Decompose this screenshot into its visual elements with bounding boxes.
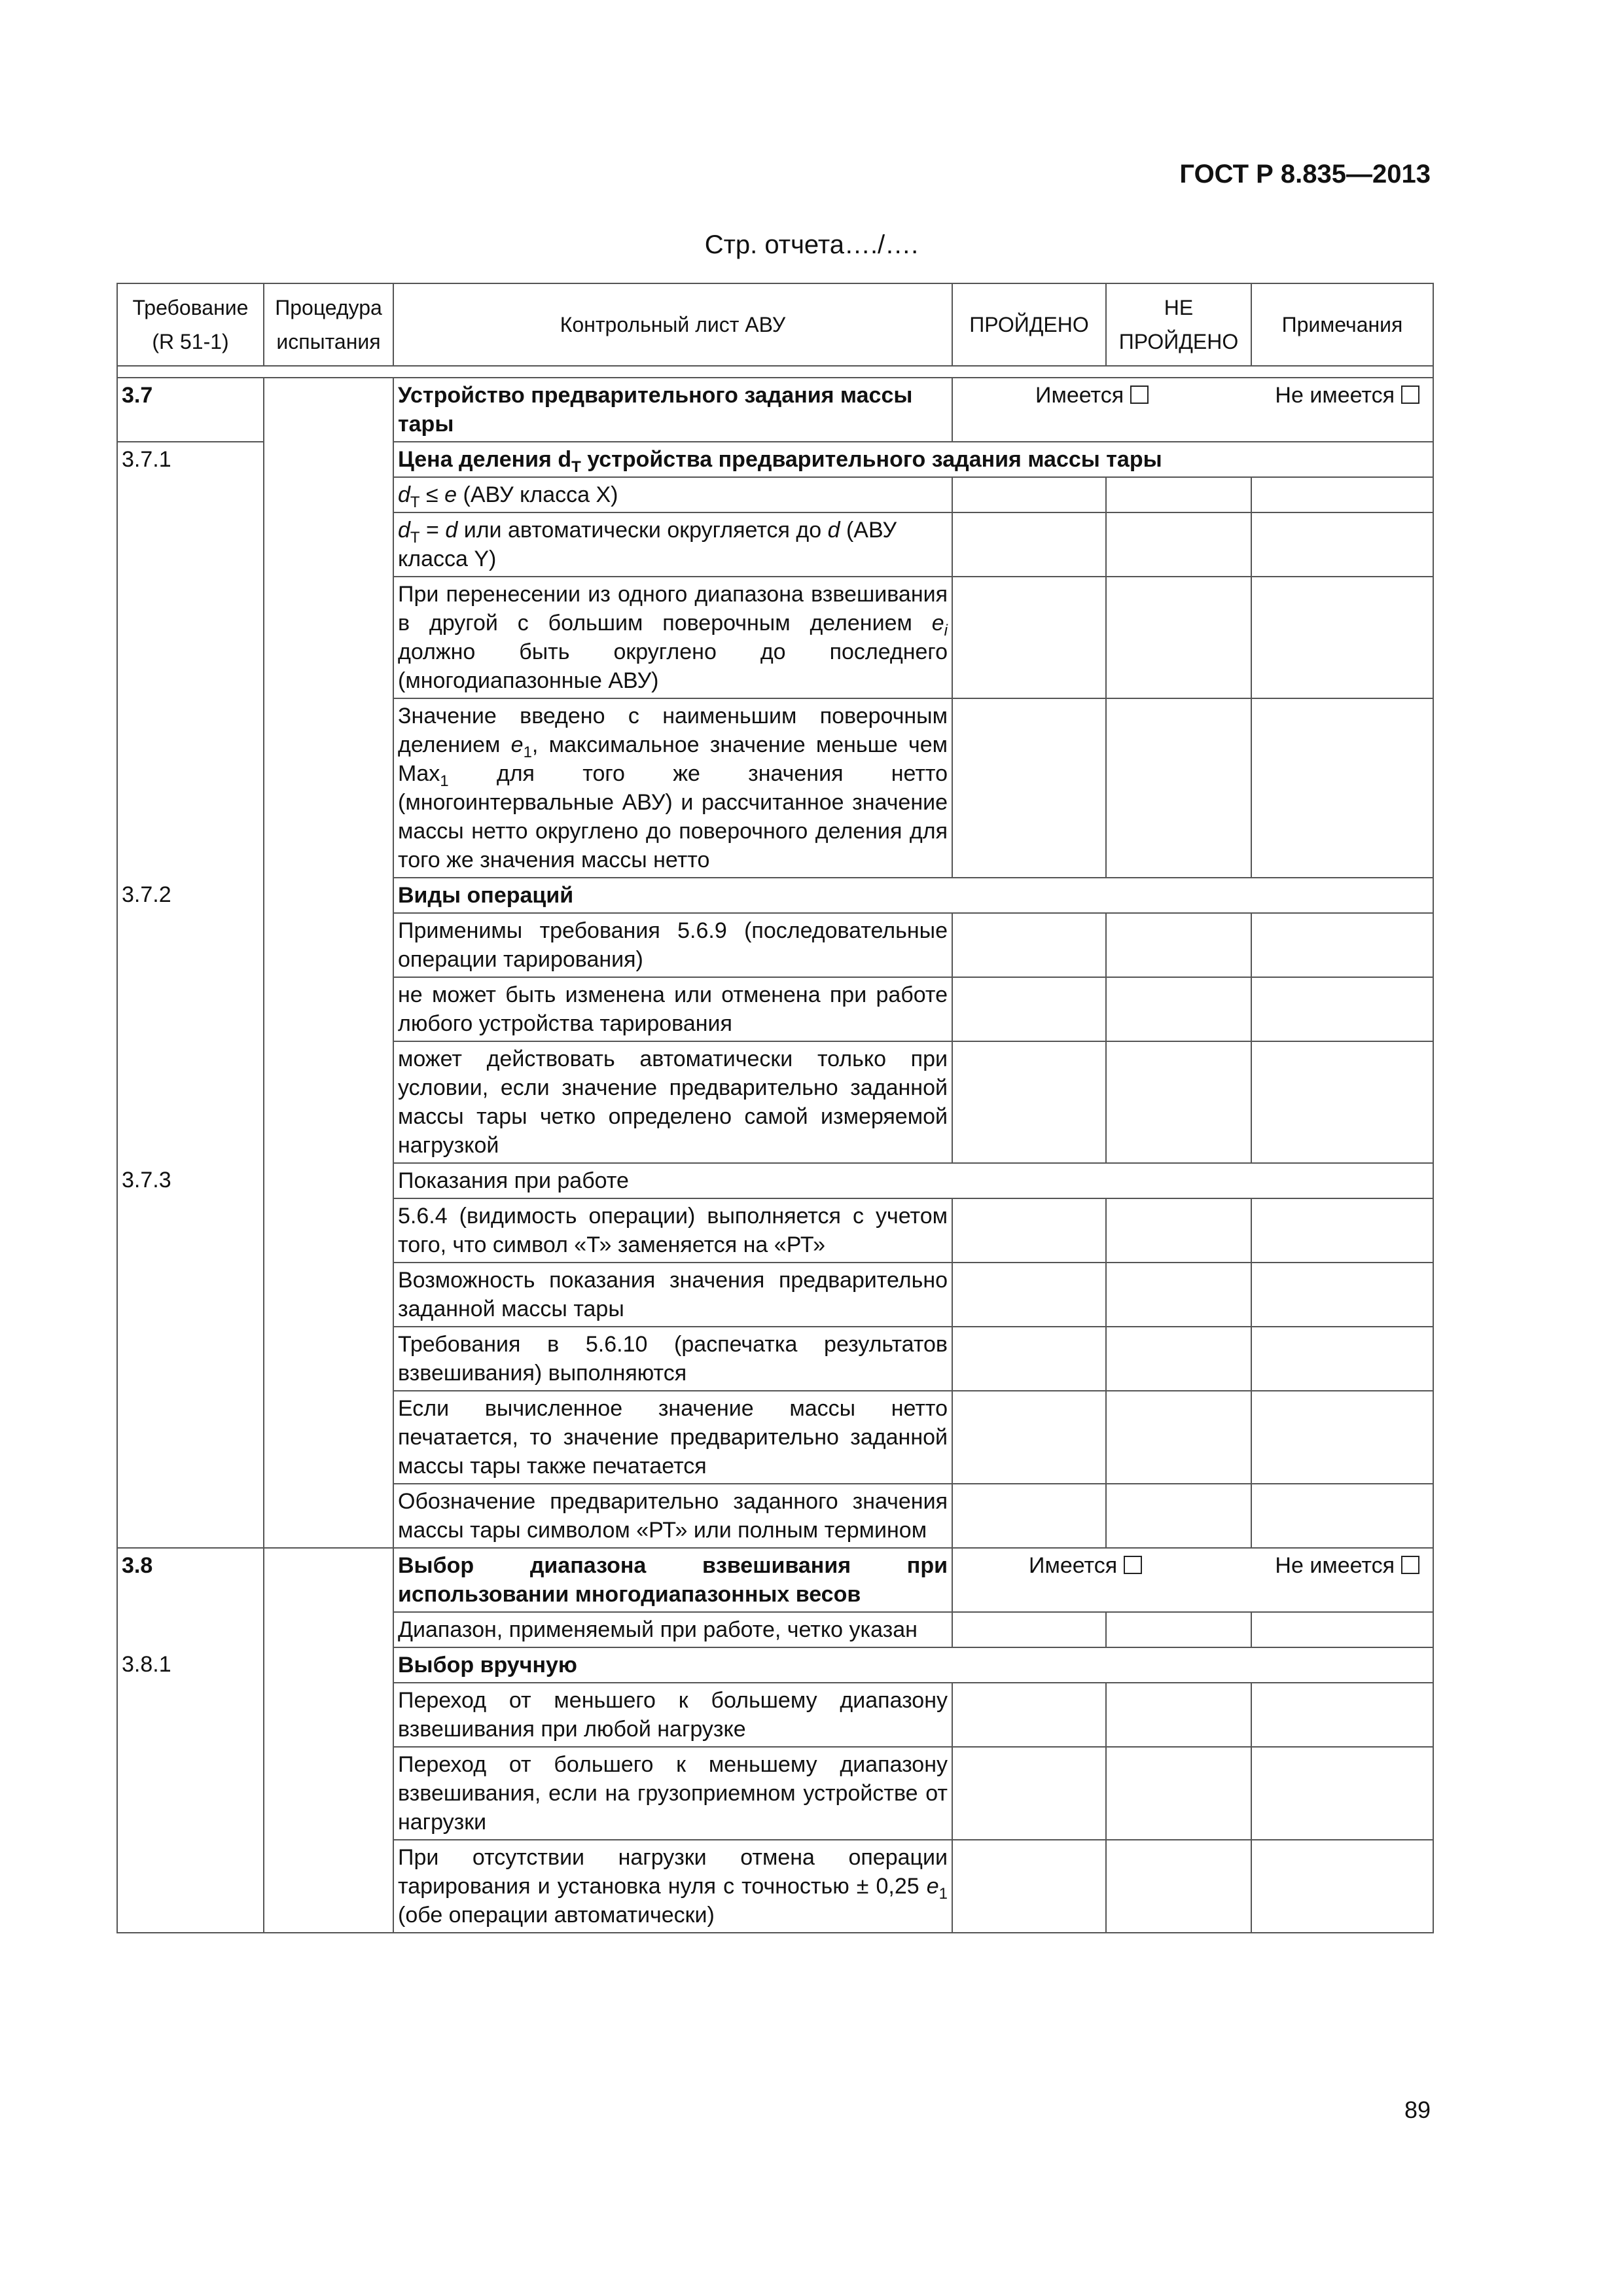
requirement-cell <box>117 1327 264 1391</box>
requirement-number: 3.7.3 <box>117 1163 264 1198</box>
col-checklist: Контрольный лист АВУ <box>393 283 952 366</box>
has-not-checkbox-icon[interactable] <box>1401 386 1419 404</box>
procedure-cell <box>264 1747 393 1840</box>
table-row <box>117 1263 1433 1327</box>
notes-cell[interactable] <box>1251 913 1433 977</box>
table-row <box>117 442 1433 477</box>
failed-cell[interactable] <box>1106 1840 1251 1933</box>
requirement-cell <box>117 1612 264 1647</box>
notes-cell[interactable] <box>1251 1484 1433 1548</box>
procedure-cell <box>264 1647 393 1683</box>
table-row <box>117 878 1433 913</box>
notes-cell[interactable] <box>1251 1198 1433 1263</box>
checklist-item: Обозначение предварительно заданного значения массы тары символом «РТ» или полным термином <box>393 1484 952 1548</box>
notes-cell[interactable] <box>1251 977 1433 1041</box>
notes-cell[interactable] <box>1251 512 1433 577</box>
passed-cell[interactable] <box>952 1612 1106 1647</box>
table-row <box>117 1840 1433 1933</box>
table-row <box>117 1683 1433 1747</box>
header-separator <box>117 366 1433 378</box>
checklist-item: Применимы требования 5.6.9 (последовательные операции тарирования) <box>393 913 952 977</box>
failed-cell[interactable] <box>1106 1263 1251 1327</box>
checklist-item: Если вычисленное значение массы нетто печатается, то значение предварительно заданной массы тары также печатается <box>393 1391 952 1484</box>
requirement-cell <box>117 1198 264 1263</box>
passed-cell[interactable] <box>952 1263 1106 1327</box>
document-code: ГОСТ Р 8.835—2013 <box>1179 160 1431 188</box>
failed-cell[interactable] <box>1106 577 1251 698</box>
requirement-cell <box>117 977 264 1041</box>
passed-cell[interactable] <box>952 477 1106 512</box>
notes-cell[interactable] <box>1251 1391 1433 1484</box>
section-title: Цена деления $d_T$ устройства предварительного задания массы тары <box>393 442 1433 477</box>
procedure-cell <box>264 878 393 913</box>
table-row <box>117 1548 1433 1612</box>
table-row <box>117 577 1433 698</box>
checklist-item: Переход от меньшего к большему диапазону взвешивания при любой нагрузке <box>393 1683 952 1747</box>
has-checkbox-icon[interactable] <box>1124 1556 1142 1574</box>
procedure-cell <box>264 1041 393 1163</box>
section-title: Виды операций <box>393 878 1433 913</box>
procedure-cell <box>264 442 393 477</box>
failed-cell[interactable] <box>1106 1327 1251 1391</box>
table-row <box>117 913 1433 977</box>
table-row <box>117 1198 1433 1263</box>
checklist-item: Значение введено с наименьшим поверочным делением $e_1$, максимальное значение меньше чем Max$_1$ для того же значения нетто (многоинтервальные АВУ) и рассчитанное значение массы нетто округлено до поверочного деления для того же значения массы нетто <box>393 698 952 878</box>
checklist-item: не может быть изменена или отменена при работе любого устройства тарирования <box>393 977 952 1041</box>
requirement-number: 3.8 <box>117 1548 264 1612</box>
table-row <box>117 1647 1433 1683</box>
checklist-item: Выбор диапазона взвешивания при использовании многодиапазонных весов <box>393 1548 952 1612</box>
section-title: Показания при работе <box>393 1163 1433 1198</box>
requirement-cell <box>117 1041 264 1163</box>
notes-cell[interactable] <box>1251 577 1433 698</box>
checklist-item: $d_T = d$ или автоматически округляется до d (АВУ класса Y) <box>393 512 952 577</box>
passed-cell[interactable] <box>952 577 1106 698</box>
failed-cell[interactable] <box>1106 1484 1251 1548</box>
failed-cell[interactable] <box>1106 1683 1251 1747</box>
has-not-checkbox-icon[interactable] <box>1401 1556 1419 1574</box>
procedure-cell <box>264 913 393 977</box>
requirement-cell <box>117 477 264 512</box>
procedure-cell <box>264 1263 393 1327</box>
page-number: 89 <box>1404 2096 1431 2123</box>
checklist-item: Возможность показания значения предварительно заданной массы тары <box>393 1263 952 1327</box>
table-row <box>117 1391 1433 1484</box>
passed-cell[interactable] <box>952 1041 1106 1163</box>
header-row <box>117 283 1433 366</box>
requirement-cell <box>117 1391 264 1484</box>
requirement-cell <box>117 1683 264 1747</box>
procedure-cell <box>264 1391 393 1484</box>
requirement-cell <box>117 1840 264 1933</box>
requirement-number: 3.7.1 <box>117 442 264 477</box>
passed-cell[interactable] <box>952 1198 1106 1263</box>
failed-cell[interactable] <box>1106 1391 1251 1484</box>
checklist-item: может действовать автоматически только при условии, если значение предварительно заданной массы тары четко определено самой измеряемой нагрузкой <box>393 1041 952 1163</box>
report-page-label: Стр. отчета…./…. <box>704 230 919 259</box>
procedure-cell <box>264 1198 393 1263</box>
passed-cell[interactable] <box>952 977 1106 1041</box>
notes-cell[interactable] <box>1251 1263 1433 1327</box>
requirement-cell <box>117 698 264 878</box>
table-row <box>117 977 1433 1041</box>
requirement-cell <box>117 1263 264 1327</box>
col-requirement: Требование (R 51-1) <box>117 283 264 366</box>
has-option[interactable]: Имеется <box>1035 381 1149 410</box>
col-procedure: Процедура испытания <box>264 283 393 366</box>
notes-cell[interactable] <box>1251 1683 1433 1747</box>
failed-cell[interactable] <box>1106 1198 1251 1263</box>
procedure-cell <box>264 977 393 1041</box>
passed-cell[interactable] <box>952 1484 1106 1548</box>
passed-cell[interactable] <box>952 1683 1106 1747</box>
procedure-cell <box>264 1548 393 1612</box>
passed-cell[interactable] <box>952 913 1106 977</box>
failed-cell[interactable] <box>1106 913 1251 977</box>
checklist-item: Диапазон, применяемый при работе, четко указан <box>393 1612 952 1647</box>
procedure-cell <box>264 698 393 878</box>
requirement-number: 3.8.1 <box>117 1647 264 1683</box>
requirement-number: 3.7.2 <box>117 878 264 913</box>
passed-cell[interactable] <box>952 1747 1106 1840</box>
notes-cell[interactable] <box>1251 1041 1433 1163</box>
failed-cell[interactable] <box>1106 477 1251 512</box>
requirement-cell <box>117 512 264 577</box>
table-row <box>117 1747 1433 1840</box>
passed-cell[interactable] <box>952 698 1106 878</box>
table-row <box>117 477 1433 512</box>
procedure-cell <box>264 1327 393 1391</box>
checklist-item: Переход от большего к меньшему диапазону взвешивания, если на грузоприемном устройстве от нагрузки <box>393 1747 952 1840</box>
checklist-item: При отсутствии нагрузки отмена операции тарирования и установка нуля с точностью ± 0,25 $e_1$ (обе операции автоматически) <box>393 1840 952 1933</box>
procedure-cell <box>264 512 393 577</box>
table-row <box>117 1484 1433 1548</box>
procedure-cell <box>264 1840 393 1933</box>
checklist-item: 5.6.4 (видимость операции) выполняется с учетом того, что символ «Т» заменяется на «РТ» <box>393 1198 952 1263</box>
has-not-option[interactable]: Не имеется <box>1275 1551 1419 1580</box>
failed-cell[interactable] <box>1106 1612 1251 1647</box>
table-row <box>117 1041 1433 1163</box>
notes-cell[interactable] <box>1251 1747 1433 1840</box>
notes-cell[interactable] <box>1251 1327 1433 1391</box>
notes-cell[interactable] <box>1251 1840 1433 1933</box>
table-row <box>117 512 1433 577</box>
passed-cell[interactable] <box>952 1391 1106 1484</box>
failed-cell[interactable] <box>1106 512 1251 577</box>
procedure-cell <box>264 1484 393 1548</box>
procedure-cell <box>264 1683 393 1747</box>
col-failed: НЕ ПРОЙДЕНО <box>1106 283 1251 366</box>
checklist-table <box>116 283 1434 1933</box>
procedure-cell <box>264 477 393 512</box>
requirement-number: 3.7 <box>117 378 264 442</box>
table-row <box>117 698 1433 878</box>
col-notes: Примечания <box>1251 283 1433 366</box>
requirement-cell <box>117 577 264 698</box>
requirement-cell <box>117 913 264 977</box>
failed-cell[interactable] <box>1106 1041 1251 1163</box>
has-not-option[interactable]: Не имеется <box>1275 381 1419 410</box>
passed-cell[interactable] <box>952 1327 1106 1391</box>
passed-cell[interactable] <box>952 512 1106 577</box>
notes-cell[interactable] <box>1251 477 1433 512</box>
presence-mark <box>952 1548 1433 1612</box>
failed-cell[interactable] <box>1106 698 1251 878</box>
table-row <box>117 1327 1433 1391</box>
has-option[interactable]: Имеется <box>1029 1551 1142 1580</box>
requirement-cell <box>117 1747 264 1840</box>
procedure-cell <box>264 1612 393 1647</box>
section-title: Выбор вручную <box>393 1647 1433 1683</box>
table-row <box>117 378 1433 442</box>
table-row <box>117 1163 1433 1198</box>
checklist-item: $d_T \le e$ (АВУ класса X) <box>393 477 952 512</box>
table-row <box>117 1612 1433 1647</box>
has-checkbox-icon[interactable] <box>1130 386 1149 404</box>
checklist-item: Устройство предварительного задания массы тары <box>393 378 952 442</box>
checklist-item: Требования в 5.6.10 (распечатка результатов взвешивания) выполняются <box>393 1327 952 1391</box>
failed-cell[interactable] <box>1106 1747 1251 1840</box>
procedure-cell <box>264 577 393 698</box>
notes-cell[interactable] <box>1251 698 1433 878</box>
col-passed: ПРОЙДЕНО <box>952 283 1106 366</box>
procedure-cell <box>264 1163 393 1198</box>
procedure-cell <box>264 378 393 442</box>
requirement-cell <box>117 1484 264 1548</box>
failed-cell[interactable] <box>1106 977 1251 1041</box>
notes-cell[interactable] <box>1251 1612 1433 1647</box>
presence-mark <box>952 378 1433 442</box>
checklist-item: При перенесении из одного диапазона взвешивания в другой с большим поверочным делением $e_i$ должно быть округлено до последнего (многодиапазонные АВУ) <box>393 577 952 698</box>
passed-cell[interactable] <box>952 1840 1106 1933</box>
